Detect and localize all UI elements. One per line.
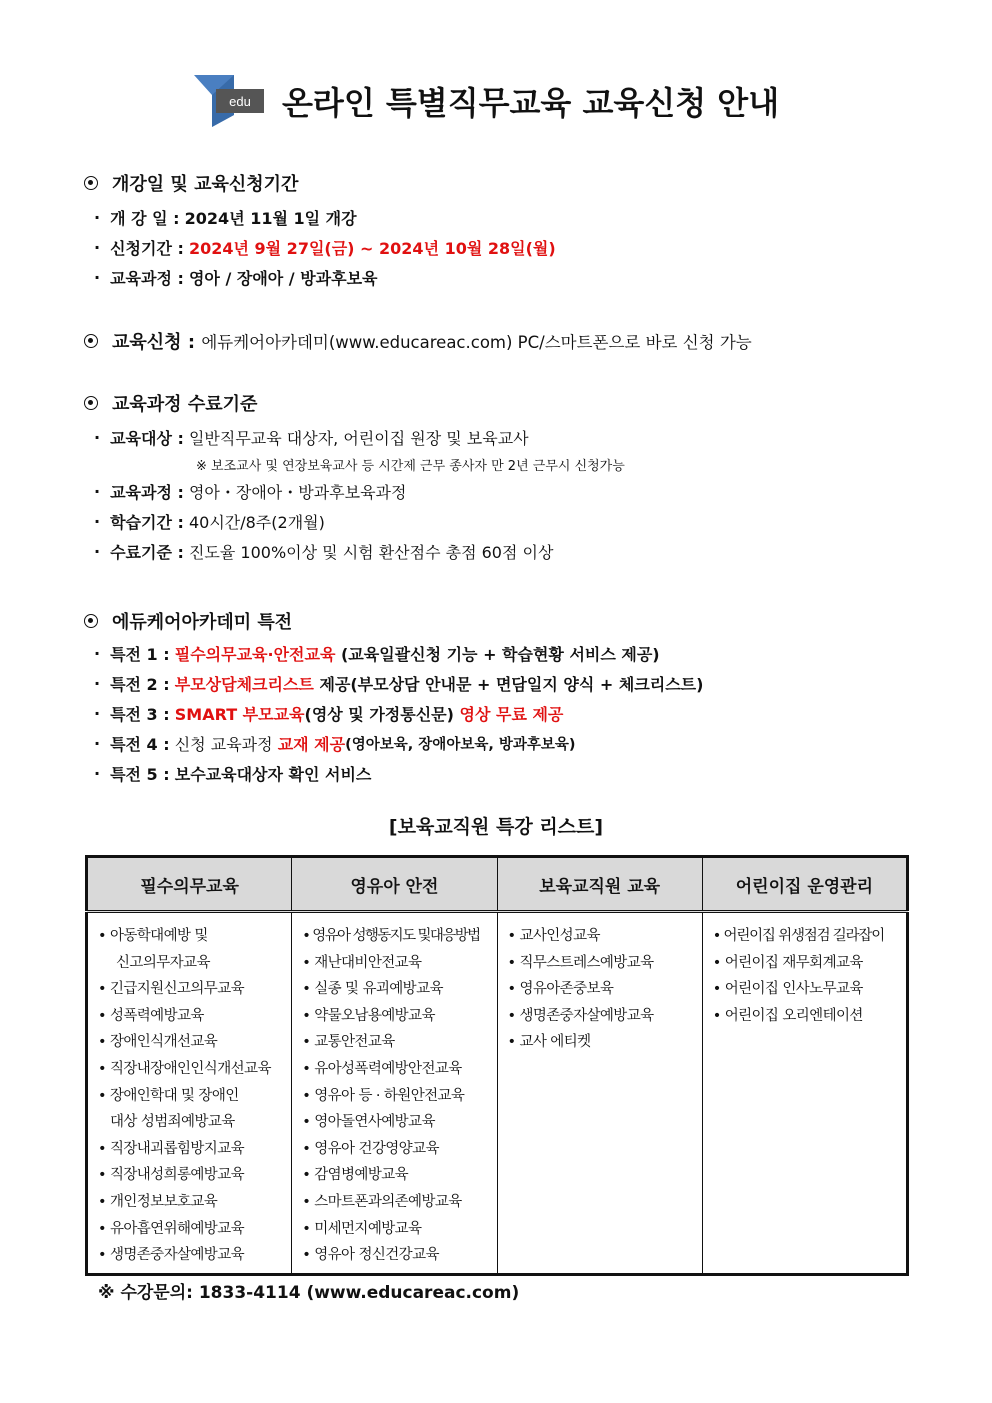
course-list-table	[85, 855, 909, 1276]
list-item: • 생명존중자살예방교육	[98, 1247, 245, 1264]
column-header: 필수의무교육	[87, 857, 292, 912]
benefit-row: · 특전 4 : 신청 교육과정 교재 제공 (영아보육, 장애아보육, 방과후보육)	[94, 733, 576, 754]
column-management	[702, 912, 907, 1275]
list-item: • 장애인식개선교육	[98, 1034, 218, 1051]
page-header	[190, 70, 779, 132]
circle-bullet-icon	[84, 614, 98, 628]
list-item: • 재난대비안전교육	[302, 954, 422, 971]
list-item: • 유아흡연위해예방교육	[98, 1220, 245, 1237]
info-row: · 교육과정 : 영아 / 장애아 / 방과후보육	[94, 267, 378, 288]
section-heading: 교육신청 : 에듀케어아카데미(www.educareac.com) PC/스마트폰으로 바로 신청 가능	[84, 328, 914, 354]
section-schedule	[84, 170, 914, 292]
list-item: • 긴급지원신고의무교육	[98, 981, 245, 998]
benefit-row: · 특전 1 : 필수의무교육·안전교육 (교육일괄신청 기능 + 학습현황 서비스 제공)	[94, 643, 660, 664]
list-item: • 영유아 성행동지도 및대응방법	[302, 928, 480, 944]
section-heading: 교육과정 수료기준	[84, 390, 914, 416]
circle-bullet-icon	[84, 334, 98, 348]
section-application	[84, 328, 914, 354]
section-heading: 에듀케어아카데미 특전	[84, 608, 914, 634]
column-safety	[292, 912, 497, 1275]
edu-logo-icon	[190, 71, 268, 131]
list-item: • 스마트폰과의존예방교육	[302, 1193, 462, 1210]
info-row: · 교육대상 : 일반직무교육 대상자, 어린이집 원장 및 보육교사	[94, 427, 529, 448]
list-item: • 직장내성희롱예방교육	[98, 1167, 245, 1184]
list-item: • 어린이집 재무회계교육	[712, 954, 863, 971]
list-item: • 장애인학대 및 장애인 대상 성범죄예방교육	[98, 1087, 239, 1131]
list-item: • 영유아 등 · 하원안전교육	[302, 1087, 465, 1104]
list-item: • 영유아 건강영양교육	[302, 1140, 439, 1157]
list-item: • 개인정보보호교육	[98, 1193, 218, 1210]
section-heading: 개강일 및 교육신청기간	[84, 170, 914, 196]
list-item: • 약물오남용예방교육	[302, 1007, 435, 1024]
list-item: • 실종 및 유괴예방교육	[302, 981, 443, 998]
application-info: 에듀케어아카데미(www.educareac.com) PC/스마트폰으로 바로 신청 가능	[201, 333, 752, 352]
benefit-row: · 특전 3 : SMART 부모교육 (영상 및 가정통신문) 영상 무료 제공	[94, 703, 564, 724]
list-item: • 어린이집 오리엔테이션	[712, 1007, 863, 1024]
table-title: [보육교직원 특강 리스트]	[388, 816, 604, 838]
circle-bullet-icon	[84, 396, 98, 410]
column-header: 보육교직원 교육	[497, 857, 702, 912]
logo-text: edu	[229, 94, 251, 109]
eligibility-note: ※ 보조교사 및 연장보육교사 등 시간제 근무 종사자 만 2년 근무시 신청가능	[196, 458, 625, 474]
column-staff	[497, 912, 702, 1275]
page-title: 온라인 특별직무교육 교육신청 안내	[282, 84, 780, 122]
circle-bullet-icon	[84, 176, 98, 190]
section-completion	[84, 390, 914, 566]
list-item: • 생명존중자살예방교육	[507, 1007, 654, 1024]
benefit-row: · 특전 5 : 보수교육대상자 확인 서비스	[94, 763, 372, 784]
list-item: • 감염병예방교육	[302, 1167, 409, 1184]
section-benefits	[84, 608, 914, 788]
info-row: · 학습기간 : 40시간/8주(2개월)	[94, 511, 325, 532]
list-item: • 직무스트레스예방교육	[507, 954, 654, 971]
list-item: • 영아돌연사예방교육	[302, 1114, 435, 1131]
info-row: · 개 강 일 : 2024년 11월 1일 개강	[94, 207, 357, 228]
list-item: • 교통안전교육	[302, 1034, 395, 1051]
list-item: • 유아성폭력예방안전교육	[302, 1060, 462, 1077]
contact-footer: ※ 수강문의: 1833-4114 (www.educareac.com)	[98, 1283, 520, 1303]
list-item: • 교사인성교육	[507, 928, 600, 944]
column-mandatory	[87, 912, 292, 1275]
list-item: • 아동학대예방 및 신고의무자교육	[98, 928, 210, 971]
column-header: 영유아 안전	[292, 857, 497, 912]
list-item: • 어린이집 인사노무교육	[712, 981, 863, 998]
info-row: · 신청기간 : 2024년 9월 27일(금) ~ 2024년 10월 28일(월)	[94, 237, 556, 258]
list-item: • 직장내장애인인식개선교육	[98, 1060, 271, 1077]
info-row: · 교육과정 : 영아・장애아・방과후보육과정	[94, 481, 407, 502]
list-item: • 영유아존중보육	[507, 981, 614, 998]
list-item: • 직장내괴롭힘방지교육	[98, 1140, 245, 1157]
info-row: · 수료기준 : 진도율 100%이상 및 시험 환산점수 총점 60점 이상	[94, 541, 554, 562]
list-item: • 영유아 정신건강교육	[302, 1247, 439, 1264]
column-header: 어린이집 운영관리	[702, 857, 907, 912]
list-item: • 어린이집 위생점검 길라잡이	[712, 928, 885, 944]
list-item: • 미세먼지예방교육	[302, 1220, 422, 1237]
list-item: • 성폭력예방교육	[98, 1007, 204, 1024]
benefit-row: · 특전 2 : 부모상담체크리스트 제공(부모상담 안내문 + 면담일지 양식 + 체크리스트)	[94, 673, 704, 694]
list-item: • 교사 에티켓	[507, 1034, 591, 1051]
